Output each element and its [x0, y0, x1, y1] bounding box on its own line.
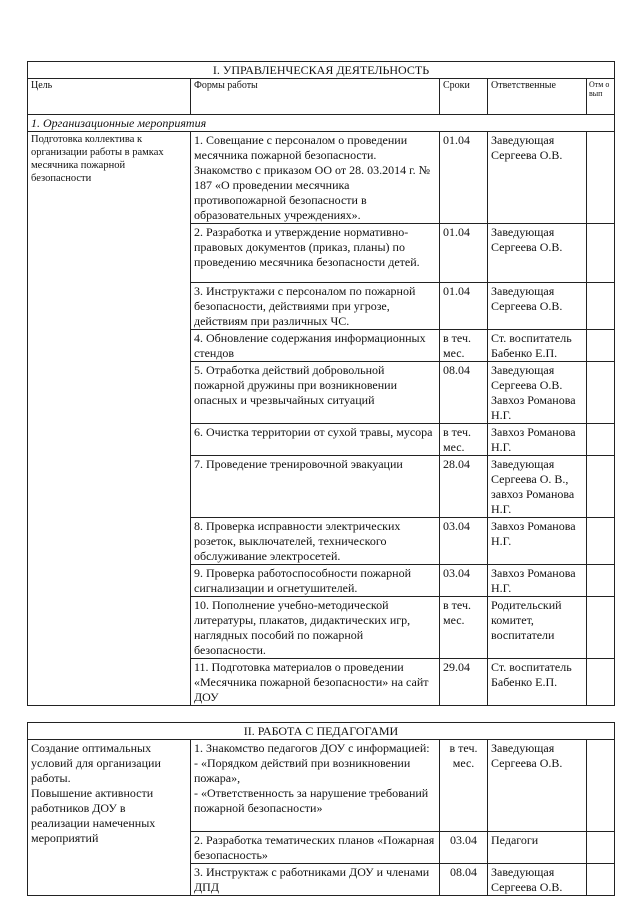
section-spacer: [28, 706, 615, 723]
responsible-cell: Заведующая Сергеева О.В.: [488, 132, 587, 224]
date-cell: 01.04: [440, 132, 488, 224]
form-cell: 10. Пополнение учебно-методической литературы, плакатов, дидактических игр, наглядных пособий по пожарной безопасности.: [191, 597, 440, 659]
responsible-cell: Заведующая Сергеева О.В. Завхоз Романова Н.Г.: [488, 362, 587, 424]
form-cell: 5. Отработка действий добровольной пожарной дружины при возникновении опасных и чрезвычайных ситуаций: [191, 362, 440, 424]
mark-cell: [587, 659, 615, 706]
responsible-cell: Заведующая Сергеева О. В., завхоз Романова Н.Г.: [488, 456, 587, 518]
date-cell: в теч. мес.: [440, 424, 488, 456]
form-item: - «Порядком действий при возникновении пожара»,: [194, 756, 411, 785]
goal-cell: Подготовка коллектива к организации работы в рамках месячника пожарной безопасности: [28, 132, 191, 706]
date-cell: в теч. мес.: [440, 740, 488, 832]
subsection-title: 1. Организационные мероприятия: [28, 115, 615, 132]
responsible-cell: Заведующая Сергеева О.В.: [488, 283, 587, 330]
section-title-teachers: II. РАБОТА С ПЕДАГОГАМИ: [28, 723, 615, 740]
goal-line: Создание оптимальных условий для организации работы.: [31, 741, 161, 785]
mark-cell: [587, 832, 615, 864]
header-responsible: Ответственные: [488, 79, 587, 115]
date-cell: в теч. мес.: [440, 330, 488, 362]
date-cell: 03.04: [440, 832, 488, 864]
date-cell: 01.04: [440, 283, 488, 330]
form-cell: 9. Проверка работоспособности пожарной сигнализации и огнетушителей.: [191, 565, 440, 597]
date-cell: 29.04: [440, 659, 488, 706]
responsible-cell: Заведующая Сергеева О.В.: [488, 864, 587, 896]
header-mark: Отм о вып: [587, 79, 615, 115]
form-cell: 8. Проверка исправности электрических розеток, выключателей, технического обслуживание электросетей.: [191, 518, 440, 565]
goal-line: Повышение активности работников ДОУ в реализации намеченных мероприятий: [31, 786, 156, 845]
header-dates: Сроки: [440, 79, 488, 115]
form-cell: 11. Подготовка материалов о проведении «Месячника пожарной безопасности» на сайт ДОУ: [191, 659, 440, 706]
mark-cell: [587, 424, 615, 456]
goal-cell: [28, 740, 191, 896]
date-cell: в теч. мес.: [440, 597, 488, 659]
section-title-management: I. УПРАВЛЕНЧЕСКАЯ ДЕЯТЕЛЬНОСТЬ: [28, 62, 615, 79]
mark-cell: [587, 132, 615, 224]
form-cell: 6. Очистка территории от сухой травы, мусора: [191, 424, 440, 456]
mark-cell: [587, 565, 615, 597]
mark-cell: [587, 864, 615, 896]
date-cell: 08.04: [440, 864, 488, 896]
form-cell: 7. Проведение тренировочной эвакуации: [191, 456, 440, 518]
mark-cell: [587, 456, 615, 518]
header-forms: Формы работы: [191, 79, 440, 115]
form-cell: 3. Инструктажи с персоналом по пожарной безопасности, действиями при угрозе, действиям при различных ЧС.: [191, 283, 440, 330]
date-cell: 03.04: [440, 565, 488, 597]
form-cell: 2. Разработка тематических планов «Пожарная безопасность»: [191, 832, 440, 864]
form-cell: 2. Разработка и утверждение нормативно-правовых документов (приказ, планы) по проведению месячника безопасности детей.: [191, 224, 440, 283]
date-cell: 03.04: [440, 518, 488, 565]
date-cell: 01.04: [440, 224, 488, 283]
mark-cell: [587, 518, 615, 565]
responsible-cell: Педагоги: [488, 832, 587, 864]
form-cell: 1. Совещание с персоналом о проведении месячника пожарной безопасности. Знакомство с приказом ОО от 28. 03.2014 г. № 187 «О проведении месячника противопожарной безопасности в образовательных учреждениях».: [191, 132, 440, 224]
form-cell: 4. Обновление содержания информационных стендов: [191, 330, 440, 362]
mark-cell: [587, 330, 615, 362]
responsible-cell: Завхоз Романова Н.Г.: [488, 565, 587, 597]
responsible-cell: Завхоз Романова Н.Г.: [488, 518, 587, 565]
responsible-cell: Заведующая Сергеева О.В.: [488, 224, 587, 283]
responsible-cell: Родительский комитет, воспитатели: [488, 597, 587, 659]
responsible-cell: Ст. воспитатель Бабенко Е.П.: [488, 659, 587, 706]
responsible-cell: Заведующая Сергеева О.В.: [488, 740, 587, 832]
plan-table: [27, 61, 615, 896]
mark-cell: [587, 740, 615, 832]
mark-cell: [587, 224, 615, 283]
mark-cell: [587, 283, 615, 330]
date-cell: 08.04: [440, 362, 488, 424]
responsible-cell: Завхоз Романова Н.Г.: [488, 424, 587, 456]
header-goal: Цель: [28, 79, 191, 115]
mark-cell: [587, 362, 615, 424]
form-title: 1. Знакомство педагогов ДОУ с информацией:: [194, 741, 430, 755]
responsible-cell: Ст. воспитатель Бабенко Е.П.: [488, 330, 587, 362]
mark-cell: [587, 597, 615, 659]
form-item: - «Ответственность за нарушение требований пожарной безопасности»: [194, 786, 429, 815]
date-cell: 28.04: [440, 456, 488, 518]
form-cell: 3. Инструктаж с работниками ДОУ и членами ДПД: [191, 864, 440, 896]
form-cell: [191, 740, 440, 832]
